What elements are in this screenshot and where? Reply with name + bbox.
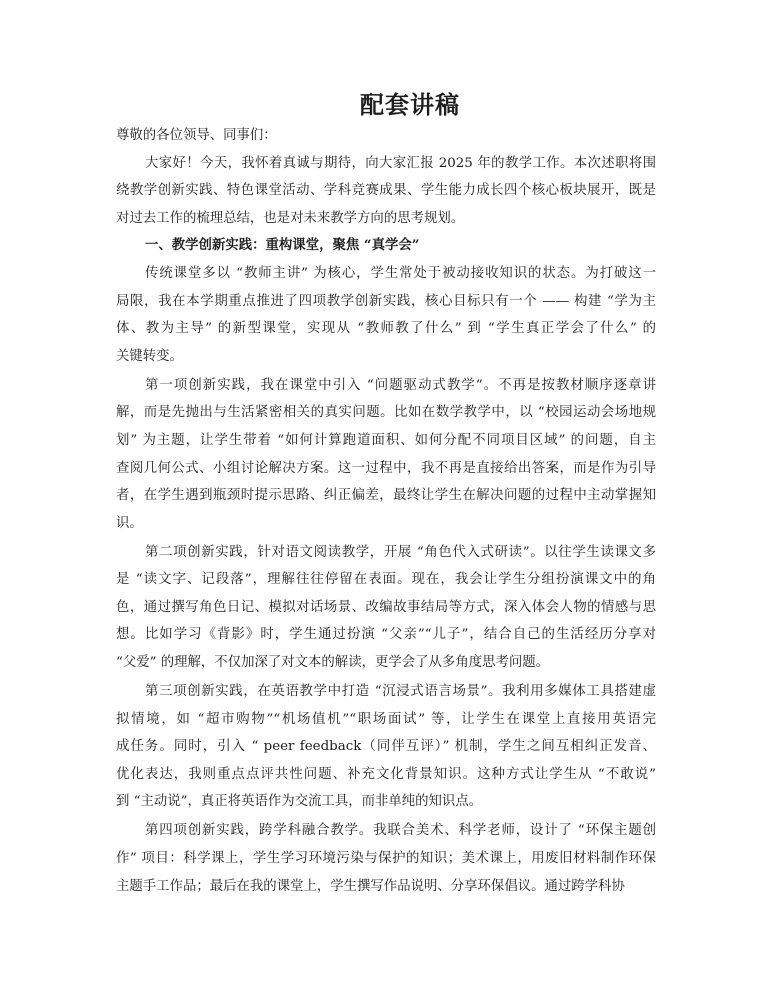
text-line: 成任务。同时，引入 “ peer feedback（同伴互评）” 机制，学生之间互相纠正发音、	[116, 739, 656, 755]
section-heading-text: 一、教学创新实践：重构课堂，聚焦 “真学会”	[145, 237, 420, 254]
text-line: 想。比如学习《背影》时，学生通过扮演 “父亲”“儿子”，结合自己的生活经历分享对	[116, 627, 656, 643]
text-line: 关键转变。	[116, 348, 183, 364]
text-line: 第三项创新实践，在英语教学中打造 “沉浸式语言场景”。我利用多媒体工具搭建虚	[145, 684, 656, 700]
text-line: 第一项创新实践，我在课堂中引入 “问题驱动式教学”。不再是按教材顺序逐章讲	[145, 377, 656, 393]
text-line: 是 “读文字、记段落”，理解往往停留在表面。现在，我会让学生分组扮演课文中的角	[116, 572, 656, 588]
text-line: 划” 为主题，让学生带着 “如何计算跑道面积、如何分配不同项目区域” 的问题，自主	[116, 432, 656, 448]
paragraph-overview	[116, 260, 656, 370]
text-line: 体、教为主导” 的新型课堂，实现从 “教师教了什么” 到 “学生真正学会了什么” 的	[116, 321, 656, 337]
text-line: 作” 项目：科学课上，学生学习环境污染与保护的知识；美术课上，用废旧材料制作环保	[116, 851, 656, 866]
text-line: 绕教学创新实践、特色课堂活动、学科竞赛成果、学生能力成长四个核心板块展开，既是	[116, 183, 656, 199]
text-line: “父爱” 的理解，不仅加深了对文本的解读，更学会了从多角度思考问题。	[116, 655, 550, 671]
paragraph-practice-4	[116, 817, 656, 900]
salutation: 尊敬的各位领导、同事们：	[116, 128, 277, 143]
text-line: 拟情境，如 “超市购物”“机场值机”“职场面试” 等，让学生在课堂上直接用英语完	[116, 711, 656, 727]
text-line: 者，在学生遇到瓶颈时提示思路、纠正偏差，最终让学生在解决问题的过程中主动掌握知	[116, 488, 656, 504]
text-line: 色，通过撰写角色日记、模拟对话场景、改编故事结局等方式，深入体会人物的情感与思	[116, 599, 656, 615]
paragraph-salutation	[116, 122, 656, 150]
paragraph-practice-3	[116, 678, 656, 816]
text-line: 传统课堂多以 “教师主讲” 为核心，学生常处于被动接收知识的状态。为打破这一	[145, 265, 656, 281]
text-line: 优化表达，我则重点点评共性问题、补充文化背景知识。这种方式让学生从 “不敢说”	[116, 766, 656, 782]
text-line: 局限，我在本学期重点推进了四项教学创新实践，核心目标只有一个 —— 构建 “学为主	[116, 293, 656, 309]
text-line: 主题手工作品；最后在我的课堂上，学生撰写作品说明、分享环保倡议。通过跨学科协	[116, 878, 625, 894]
paragraph-practice-2	[116, 539, 656, 677]
document-body	[116, 122, 656, 900]
text-line: 第四项创新实践，跨学科融合教学。我联合美术、科学老师，设计了 “环保主题创	[145, 823, 656, 839]
text-line: 到 “主动说”，真正将英语作为交流工具，而非单纯的知识点。	[116, 794, 483, 810]
section-heading	[116, 232, 656, 260]
text-line: 第二项创新实践，针对语文阅读教学，开展 “角色代入式研读”。以往学生读课文多	[145, 544, 656, 560]
paragraph-practice-1	[116, 372, 656, 538]
text-line: 大家好！今天，我怀着真诚与期待，向大家汇报 2025 年的教学工作。本次述职将围	[145, 155, 656, 171]
text-line: 对过去工作的梳理总结，也是对未来教学方向的思考规划。	[116, 210, 465, 226]
text-line: 解，而是先抛出与生活紧密相关的真实问题。比如在数学教学中，以 “校园运动会场地规	[116, 405, 656, 421]
document-title: 配套讲稿	[360, 90, 460, 119]
text-line: 查阅几何公式、小组讨论解决方案。这一过程中，我不再是直接给出答案，而是作为引导	[116, 460, 656, 476]
paragraph-intro	[116, 150, 656, 233]
text-line: 识。	[116, 515, 143, 531]
